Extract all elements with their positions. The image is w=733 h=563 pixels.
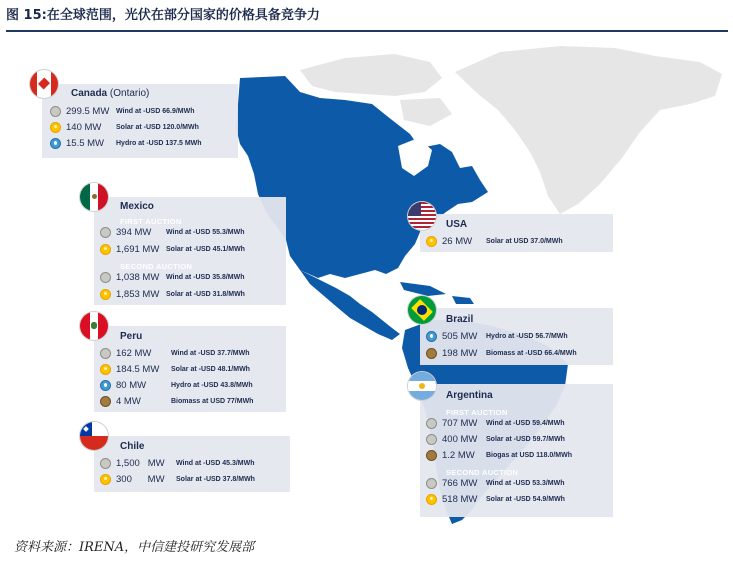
usa-row xyxy=(426,234,563,248)
mexico-panel xyxy=(94,197,286,305)
mexico-row xyxy=(100,242,245,256)
canada-row xyxy=(50,136,202,150)
tariff-value: Solar at -USD 48.1/MWh xyxy=(171,365,250,373)
canada-row xyxy=(50,104,195,118)
chile-flag-icon xyxy=(80,422,108,450)
hydro-icon xyxy=(50,138,61,149)
peru-panel xyxy=(94,326,286,412)
wind-icon xyxy=(426,478,437,489)
greenland-shape xyxy=(455,46,722,214)
capacity-value: 162 MW xyxy=(116,347,152,359)
central-america-shape xyxy=(300,270,400,340)
canada-name: Canada xyxy=(71,88,108,99)
tariff-value: Hydro at -USD 137.5 MWh xyxy=(116,139,202,147)
usa-panel xyxy=(420,214,613,252)
arctic-island-2 xyxy=(400,98,452,126)
biomass-icon xyxy=(100,396,111,407)
tariff-value: Hydro at -USD 56.7/MWh xyxy=(486,332,568,340)
capacity-value: 394 MW xyxy=(116,226,152,238)
caribbean-islands xyxy=(400,282,446,296)
chile-row xyxy=(100,472,255,486)
argentina-row xyxy=(426,432,565,446)
argentina-panel xyxy=(420,384,613,517)
mexico-section-first: FIRST AUCTION xyxy=(120,217,182,226)
capacity-value: 707 MW xyxy=(442,417,478,429)
tariff-value: Solar at -USD 54.9/MWh xyxy=(486,495,565,503)
canada-row xyxy=(50,120,199,134)
chile-panel xyxy=(94,436,290,492)
tariff-value: Biomass at -USD 66.4/MWh xyxy=(486,349,577,357)
usa-title: USA xyxy=(446,219,468,230)
argentina-row xyxy=(426,448,572,462)
tariff-value: Biomass at USD 77/MWh xyxy=(171,397,254,405)
arctic-islands-shape xyxy=(300,54,442,96)
tariff-value: Wind at -USD 66.9/MWh xyxy=(116,107,195,115)
capacity-value: 1,691 MW xyxy=(116,243,160,255)
argentina-title: Argentina xyxy=(446,390,493,401)
solar-icon xyxy=(100,474,111,485)
tariff-value: Wind at -USD 45.3/MWh xyxy=(176,459,255,467)
biomass-icon xyxy=(426,348,437,359)
capacity-value: 1,038 MW xyxy=(116,271,160,283)
solar-icon xyxy=(426,494,437,505)
biogas-icon xyxy=(426,450,437,461)
peru-flag-icon xyxy=(80,312,108,340)
capacity-value: 4 MW xyxy=(116,395,141,407)
capacity-value: 1,853 MW xyxy=(116,288,160,300)
capacity-value: 400 MW xyxy=(442,433,478,445)
capacity-value: 26 MW xyxy=(442,235,473,247)
capacity-value: 505 MW xyxy=(442,330,478,342)
peru-title: Peru xyxy=(120,331,143,342)
argentina-row xyxy=(426,476,565,490)
wind-icon xyxy=(426,418,437,429)
caribbean-islands-2 xyxy=(452,296,474,304)
tariff-value: Biogas at USD 118.0/MWh xyxy=(486,451,572,459)
canada-flag-icon xyxy=(30,70,58,98)
brazil-flag-icon xyxy=(408,296,436,324)
mexico-title: Mexico xyxy=(120,201,154,212)
tariff-value: Solar at -USD 37.8/MWh xyxy=(176,475,255,483)
solar-icon xyxy=(100,364,111,375)
solar-icon xyxy=(100,244,111,255)
brazil-panel xyxy=(420,308,613,365)
tariff-value: Solar at -USD 45.1/MWh xyxy=(166,245,245,253)
canada-panel xyxy=(42,84,238,158)
canada-subtitle: (Ontario) xyxy=(109,88,150,99)
peru-row xyxy=(100,394,253,408)
hydro-icon xyxy=(426,331,437,342)
argentina-flag-icon xyxy=(408,372,436,400)
hydro-icon xyxy=(100,380,111,391)
figure-title: 图 15:在全球范围，光伏在部分国家的价格具备竞争力 xyxy=(6,8,320,23)
argentina-row xyxy=(426,492,565,506)
wind-icon xyxy=(100,348,111,359)
source-note: 资料来源：IRENA，中信建投研究发展部 xyxy=(14,540,255,555)
peru-row xyxy=(100,362,250,376)
capacity-value: 80 MW xyxy=(116,379,147,391)
mexico-flag-icon xyxy=(80,183,108,211)
tariff-value: Wind at -USD 53.3/MWh xyxy=(486,479,565,487)
canada-title xyxy=(71,88,149,99)
mexico-row xyxy=(100,225,245,239)
wind-icon xyxy=(100,272,111,283)
tariff-value: Solar at -USD 120.0/MWh xyxy=(116,123,199,131)
solar-icon xyxy=(426,236,437,247)
capacity-value: 299.5 MW xyxy=(66,105,110,117)
chile-title: Chile xyxy=(120,441,145,452)
wind-icon xyxy=(50,106,61,117)
peru-row xyxy=(100,346,250,360)
tariff-value: Wind at -USD 35.8/MWh xyxy=(166,273,245,281)
chile-row xyxy=(100,456,255,470)
solar-icon xyxy=(50,122,61,133)
brazil-row xyxy=(426,329,568,343)
tariff-value: Solar at USD 37.0/MWh xyxy=(486,237,563,245)
capacity-value: 1.2 MW xyxy=(442,449,475,461)
brazil-title: Brazil xyxy=(446,314,474,325)
argentina-section-first: FIRST AUCTION xyxy=(446,408,508,417)
capacity-value: 300 MW xyxy=(116,473,165,485)
solar-icon xyxy=(100,289,111,300)
tariff-value: Wind at -USD 59.4/MWh xyxy=(486,419,565,427)
mexico-row xyxy=(100,270,245,284)
wind-icon xyxy=(426,434,437,445)
capacity-value: 766 MW xyxy=(442,477,478,489)
capacity-value: 15.5 MW xyxy=(66,137,105,149)
brazil-row xyxy=(426,346,577,360)
capacity-value: 198 MW xyxy=(442,347,478,359)
wind-icon xyxy=(100,458,111,469)
capacity-value: 518 MW xyxy=(442,493,478,505)
capacity-value: 140 MW xyxy=(66,121,102,133)
tariff-value: Solar at -USD 59.7/MWh xyxy=(486,435,565,443)
tariff-value: Wind at -USD 55.3/MWh xyxy=(166,228,245,236)
tariff-value: Wind at -USD 37.7/MWh xyxy=(171,349,250,357)
argentina-section-second: SECOND AUCTION xyxy=(446,468,519,477)
title-divider xyxy=(6,30,728,32)
tariff-value: Hydro at -USD 43.8/MWh xyxy=(171,381,253,389)
usa-flag-icon xyxy=(408,202,436,230)
mexico-section-second: SECOND AUCTION xyxy=(120,262,193,271)
capacity-value: 184.5 MW xyxy=(116,363,160,375)
tariff-value: Solar at -USD 31.8/MWh xyxy=(166,290,245,298)
capacity-value: 1,500 MW xyxy=(116,457,165,469)
mexico-row xyxy=(100,287,245,301)
argentina-row xyxy=(426,416,565,430)
peru-row xyxy=(100,378,253,392)
wind-icon xyxy=(100,227,111,238)
